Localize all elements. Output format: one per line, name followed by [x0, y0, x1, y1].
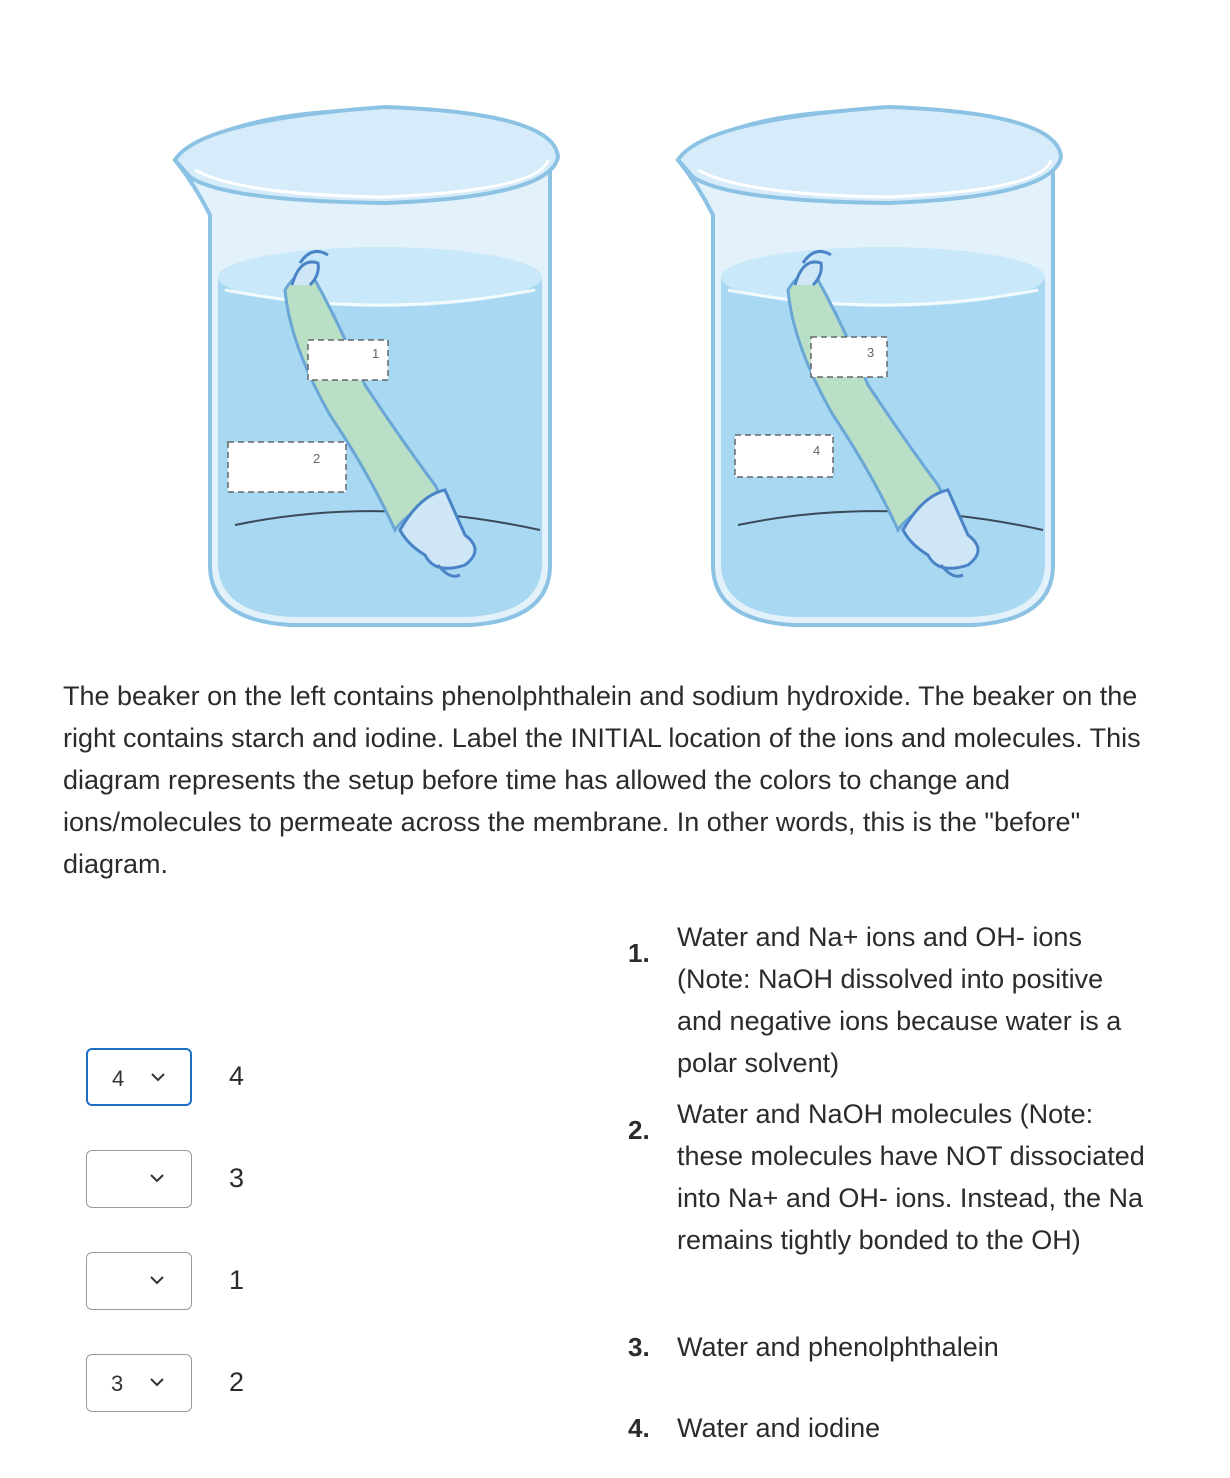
zone-2-label: 2	[313, 451, 321, 466]
zone-4-label: 4	[813, 443, 821, 458]
match-row	[86, 1252, 286, 1312]
zone-2-box	[228, 442, 346, 492]
match-row	[86, 1048, 286, 1108]
match-select-value: 3	[111, 1371, 124, 1396]
match-row-label: 1	[229, 1265, 245, 1295]
chevron-down-icon	[149, 1376, 165, 1388]
option-number: 2.	[628, 1115, 650, 1145]
match-row-label: 2	[229, 1367, 245, 1397]
zone-3-label: 3	[867, 345, 875, 360]
option-number: 1.	[628, 938, 650, 968]
beaker-diagram	[150, 85, 1080, 645]
zone-3-box	[811, 337, 887, 377]
chevron-down-icon	[149, 1274, 165, 1286]
match-row	[86, 1354, 286, 1414]
chevron-down-icon	[150, 1071, 166, 1083]
zone-1-label: 1	[372, 346, 380, 361]
match-row	[86, 1150, 286, 1210]
match-select[interactable]	[86, 1048, 192, 1106]
option-number: 4.	[628, 1413, 650, 1443]
question-prompt: The beaker on the left contains phenolphthalein and sodium hydroxide. The beaker on the right contains starch and iodine. Label the INITIAL location of the ions and molecules. This diagram represents the setup before time has allowed the colors to change and ions/molecules to permeate across the membrane. In other words, this is the "before" diagram.	[63, 681, 1141, 879]
match-select[interactable]	[86, 1354, 192, 1412]
option-text: Water and phenolphthalein	[677, 1332, 999, 1362]
chevron-down-icon	[149, 1172, 165, 1184]
match-row-label: 4	[229, 1061, 245, 1091]
option-text: Water and iodine	[677, 1413, 881, 1443]
left-beaker	[175, 107, 558, 625]
right-beaker	[678, 107, 1061, 625]
match-select[interactable]	[86, 1150, 192, 1208]
option-text: Water and Na+ ions and OH- ions (Note: NaOH dissolved into positive and negative ions because water is a polar solvent)	[677, 922, 1122, 1078]
match-select[interactable]	[86, 1252, 192, 1310]
option-text: Water and NaOH molecules (Note: these molecules have NOT dissociated into Na+ and OH- ions. Instead, the Na remains tightly bonded to the OH)	[677, 1099, 1145, 1255]
option-number: 3.	[628, 1332, 650, 1362]
match-row-label: 3	[229, 1163, 245, 1193]
match-select-value: 4	[112, 1066, 125, 1091]
